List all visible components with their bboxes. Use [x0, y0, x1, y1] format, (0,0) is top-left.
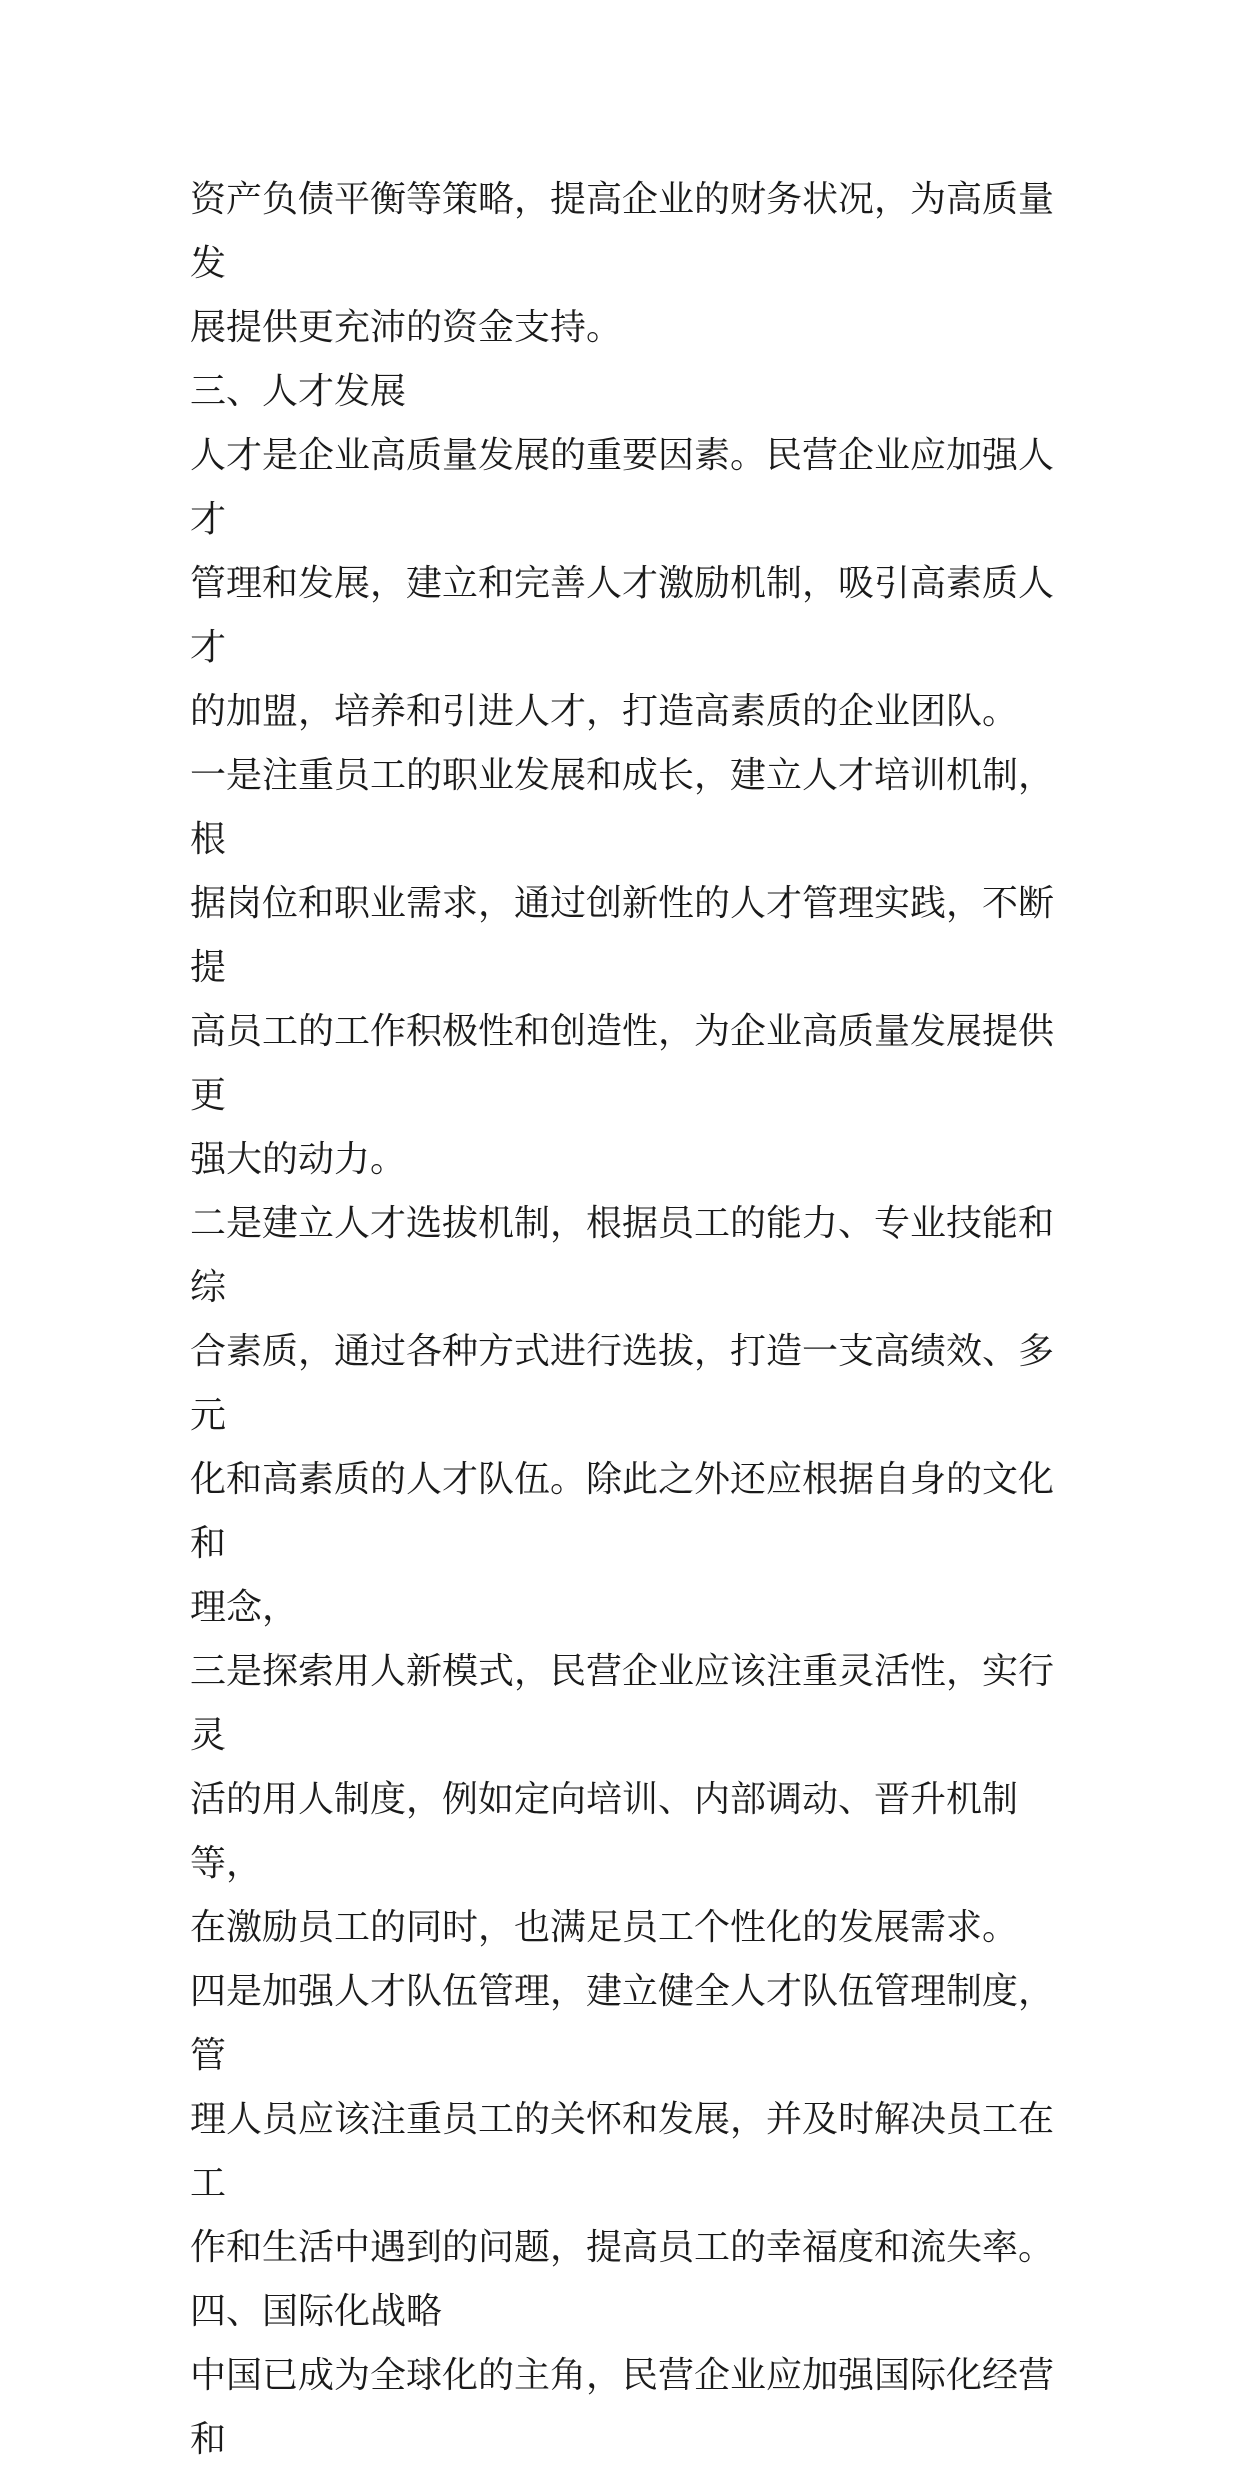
- paragraph-point-two: 二是建立人才选拔机制，根据员工的能力、专业技能和综 合素质，通过各种方式进行选拔，打造一支高绩效、多元 化和高素质的人才队伍。除此之外还应根据自身的文化和 理念，: [190, 1203, 1055, 1628]
- paragraph-point-three: 三是探索用人新模式，民营企业应该注重灵活性，实行灵 活的用人制度，例如定向培训、内部调动、晋升机制等， 在激励员工的同时，也满足员工个性化的发展需求。: [190, 1651, 1055, 1948]
- paragraph-point-one: 一是注重员工的职业发展和成长，建立人才培训机制，根 据岗位和职业需求，通过创新性的人才管理实践，不断提 高员工的工作积极性和创造性，为企业高质量发展提供更 强大的动力。: [190, 755, 1055, 1180]
- paragraph-internationalization-start: 中国已成为全球化的主角，民营企业应加强国际化经营和: [190, 2355, 1055, 2460]
- paragraph-point-four: 四是加强人才队伍管理，建立健全人才队伍管理制度，管 理人员应该注重员工的关怀和发展，并及时解决员工在工 作和生活中遇到的问题，提高员工的幸福度和流失率。: [190, 1971, 1055, 2268]
- section-heading-internationalization: 四、国际化战略: [190, 2291, 443, 2332]
- section-heading-talent: 三、人才发展: [190, 371, 407, 412]
- body-text: [190, 168, 1070, 2472]
- paragraph-finance-continuation: 资产负债平衡等策略，提高企业的财务状况，为高质量发 展提供更充沛的资金支持。: [190, 179, 1055, 348]
- paragraph-talent-intro: 人才是企业高质量发展的重要因素。民营企业应加强人才 管理和发展，建立和完善人才激励机制，吸引高素质人才 的加盟，培养和引进人才，打造高素质的企业团队。: [190, 435, 1055, 732]
